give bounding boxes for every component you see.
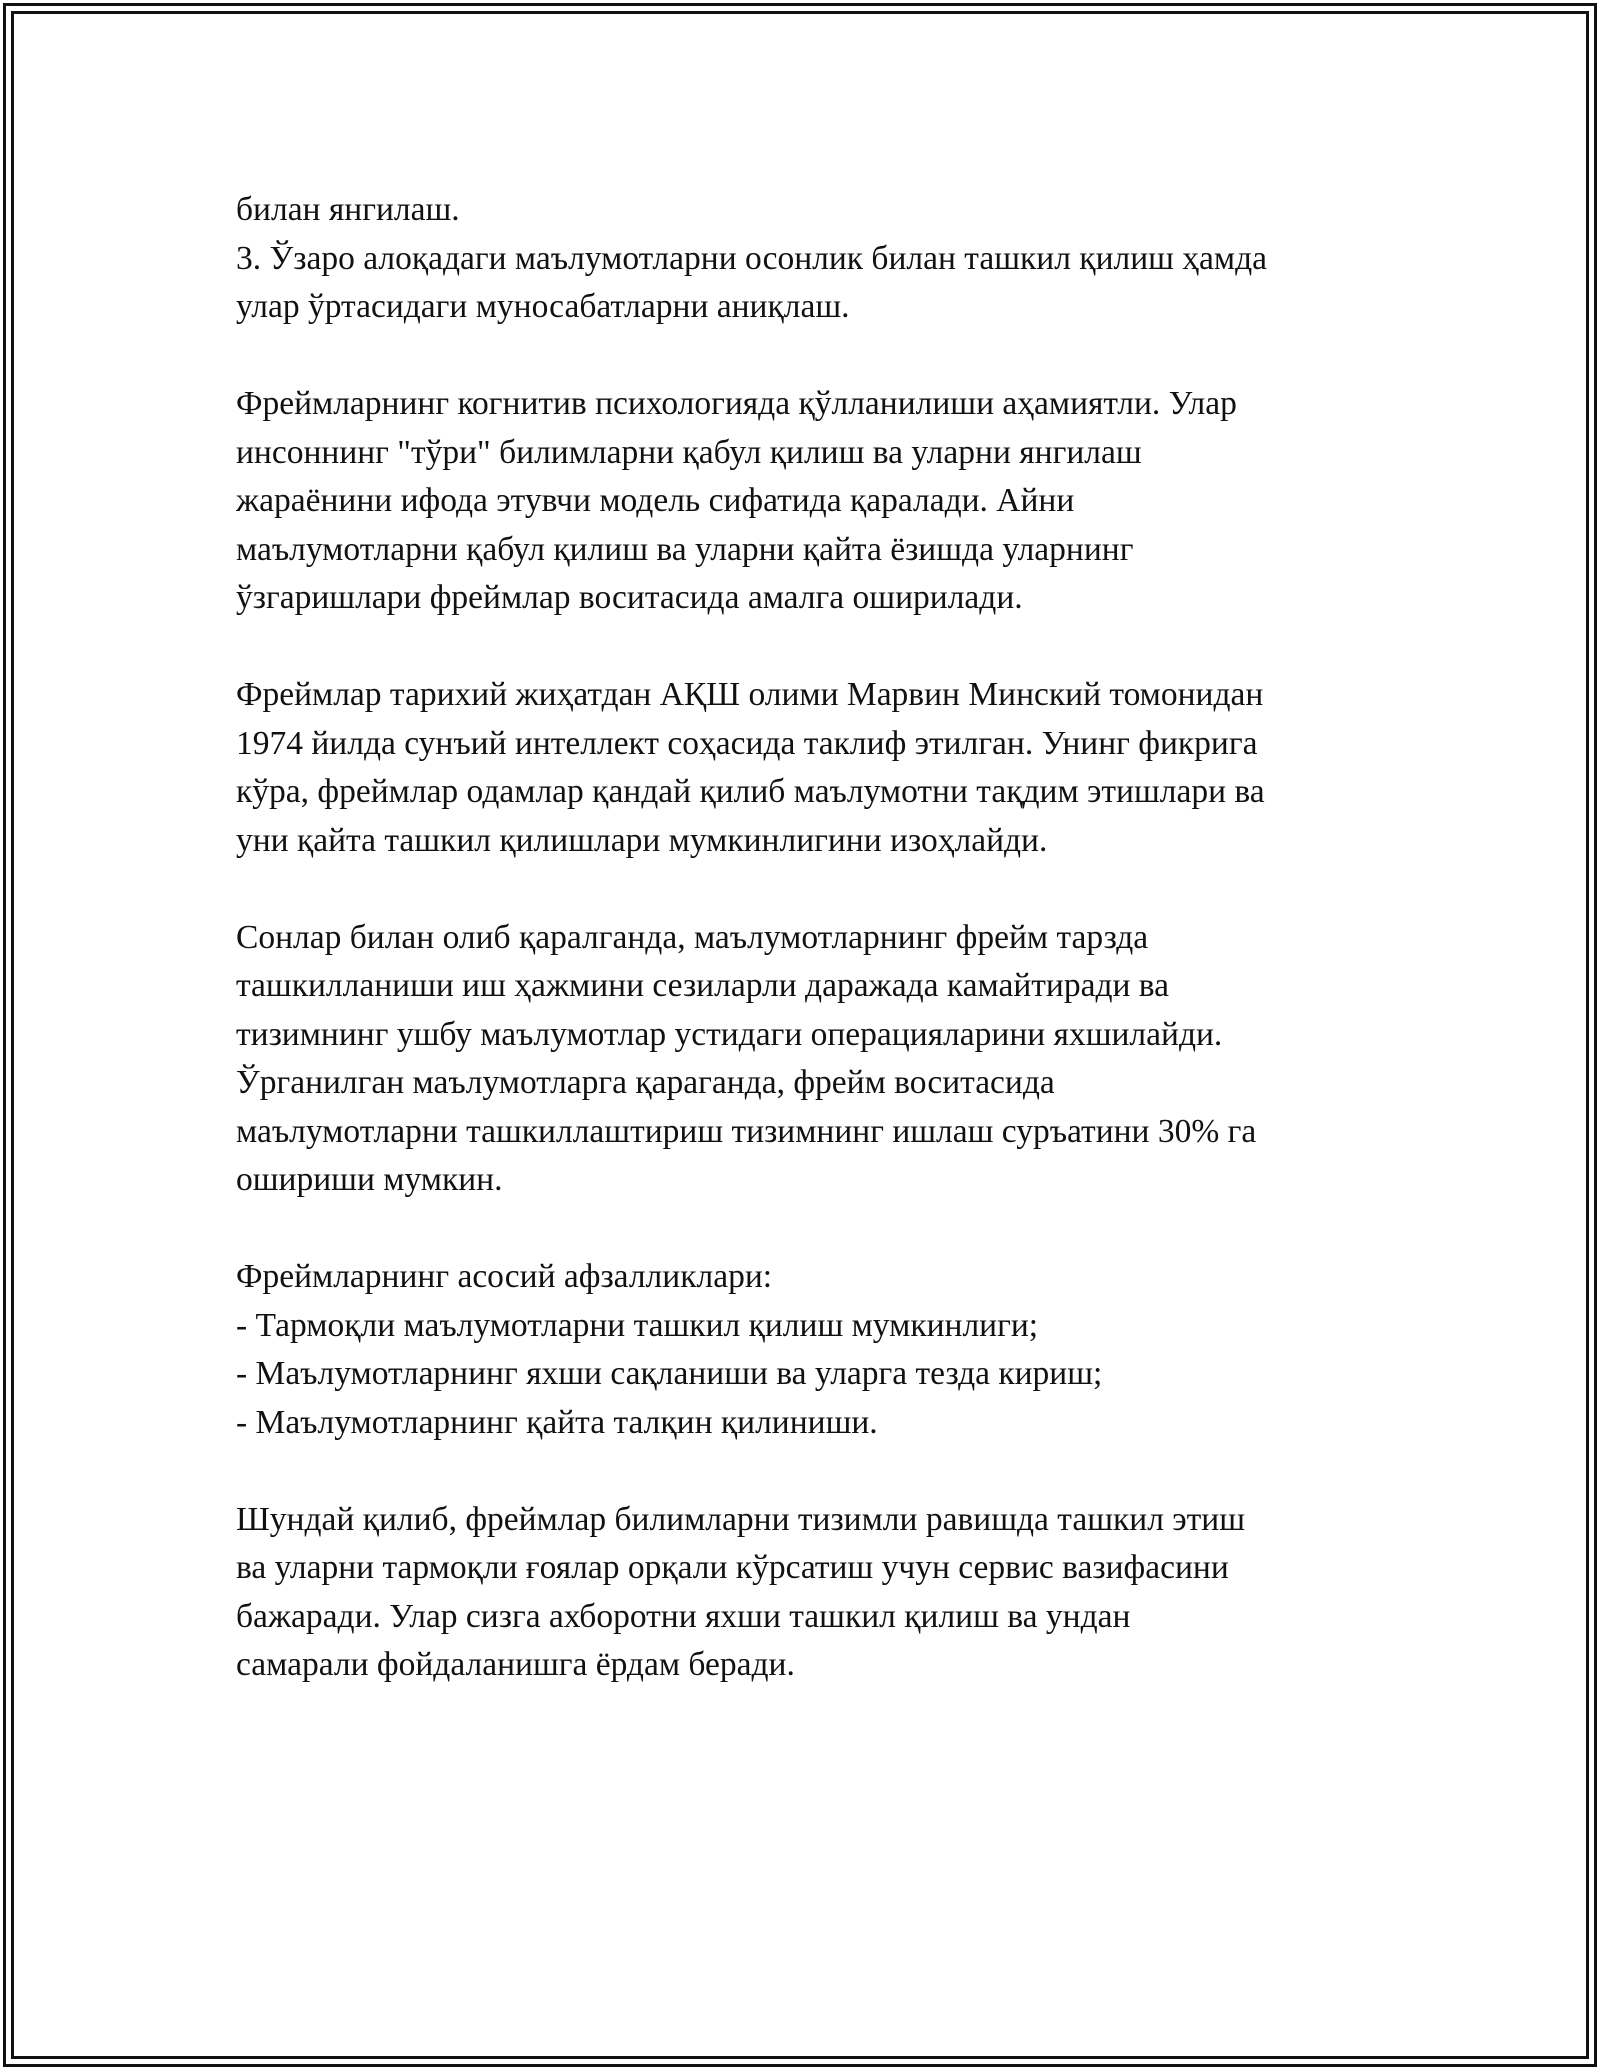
text-line: маълумотларни қабул қилиш ва уларни қайта ёзишда уларнинг xyxy=(236,530,1134,568)
text-line: Фреймларнинг асосий афзалликлари: xyxy=(236,1258,773,1295)
text-line: ўзгаришлари фреймлар воситасида амалга оширилади. xyxy=(236,579,1023,616)
paragraph xyxy=(236,186,1376,332)
paragraph xyxy=(236,671,1376,865)
text-line: 3. Ўзаро алоқадаги маълумотларни осонлик билан ташкил қилиш ҳамда xyxy=(236,239,1268,277)
text-line: Фреймлар тарихий жиҳатдан АҚШ олими Марвин Минский томонидан xyxy=(236,676,1264,713)
text-line: жараёнини ифода этувчи модель сифатида қаралади. Айни xyxy=(236,482,1075,519)
text-line: бажаради. Улар сизга ахборотни яхши ташкил қилиш ва ундан xyxy=(236,1597,1131,1635)
paragraph xyxy=(236,380,1376,623)
text-line: улар ўртасидаги муносабатларни аниқлаш. xyxy=(236,288,850,325)
text-line: - Маълумотларнинг яхши сақланиши ва уларга тезда кириш; xyxy=(236,1355,1103,1392)
text-line: билан янгилаш. xyxy=(236,191,460,228)
text-line: маълумотларни ташкиллаштириш тизимнинг ишлаш суръатини 30% га xyxy=(236,1112,1257,1150)
text-line: Шундай қилиб, фреймлар билимларни тизимли равишда ташкил этиш xyxy=(236,1500,1246,1538)
text-line: ва уларни тармоқли ғоялар орқали кўрсатиш учун сервис вазифасини xyxy=(236,1549,1229,1586)
text-line: Ўрганилган маълумотларга қараганда, фрейм воситасида xyxy=(236,1064,1055,1101)
document-body xyxy=(236,186,1376,1690)
text-line: ташкилланиши иш ҳажмини сезиларли даражада камайтиради ва xyxy=(236,967,1170,1004)
text-line: тизимнинг ушбу маълумотлар устидаги операцияларини яхшилайди. xyxy=(236,1015,1223,1053)
text-line: 1974 йилда сунъий интеллект соҳасида таклиф этилган. Унинг фикрига xyxy=(236,724,1258,762)
text-line: инсоннинг "тўри" билимларни қабул қилиш ва уларни янгилаш xyxy=(236,433,1142,471)
text-line: - Тармоқли маълумотларни ташкил қилиш мумкинлиги; xyxy=(236,1306,1039,1344)
text-line: самарали фойдаланишга ёрдам беради. xyxy=(236,1646,795,1683)
text-line: Фреймларнинг когнитив психологияда қўлланилиши аҳамиятли. Улар xyxy=(236,385,1237,422)
paragraph xyxy=(236,1496,1376,1690)
text-line: ошириши мумкин. xyxy=(236,1161,503,1198)
text-line: - Маълумотларнинг қайта талқин қилиниши. xyxy=(236,1403,878,1441)
paragraph xyxy=(236,914,1376,1205)
text-line: уни қайта ташкил қилишлари мумкинлигини изоҳлайди. xyxy=(236,821,1048,859)
text-line: Сонлар билан олиб қаралганда, маълумотларнинг фрейм тарзда xyxy=(236,918,1149,956)
text-line: кўра, фреймлар одамлар қандай қилиб маълумотни тақдим этишлари ва xyxy=(236,773,1265,810)
paragraph xyxy=(236,1253,1376,1447)
